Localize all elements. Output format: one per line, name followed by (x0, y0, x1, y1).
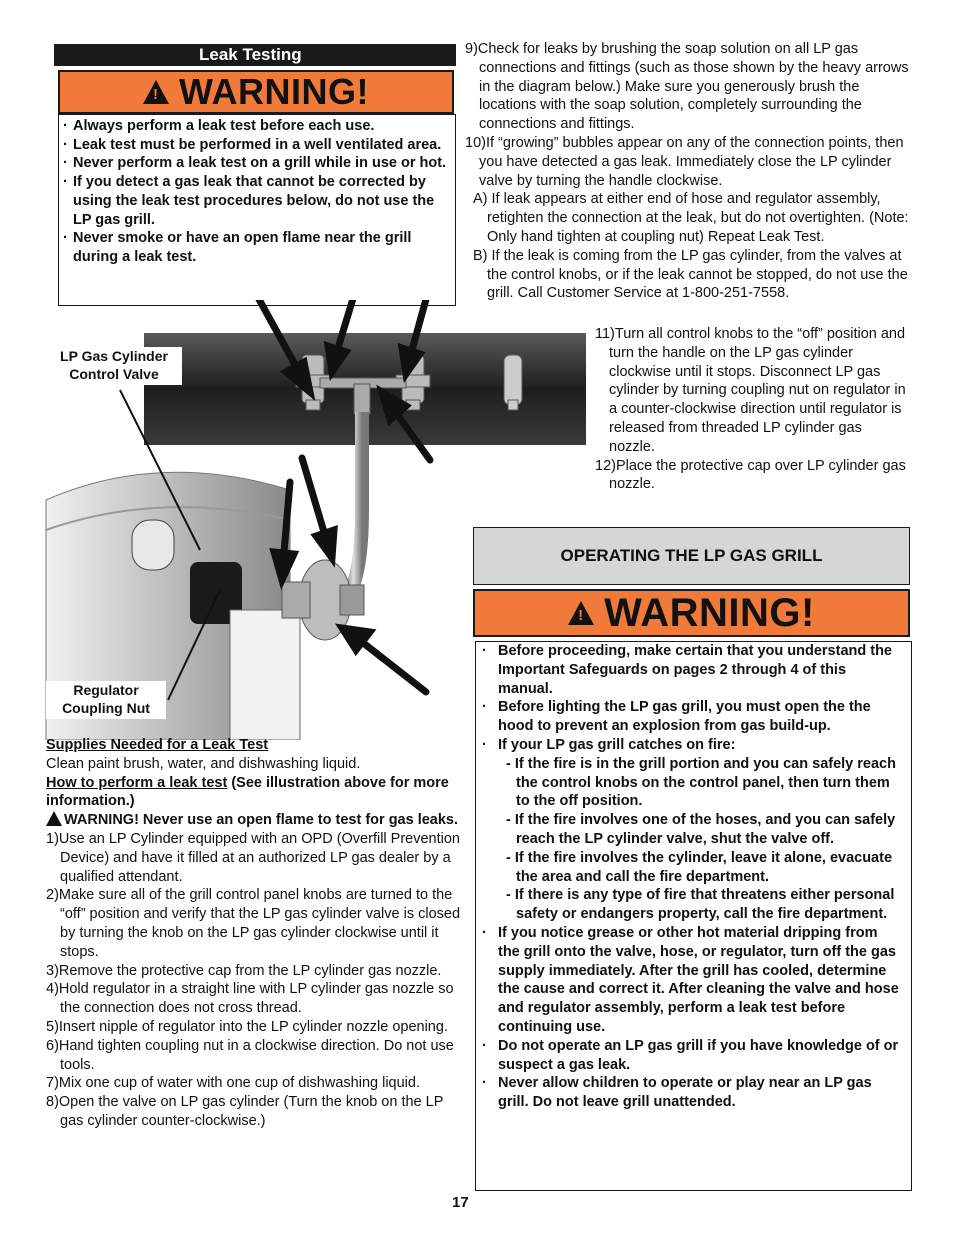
proc-step-6: 6)Hand tighten coupling nut in a clockwise direction. Do not use tools. (46, 1037, 454, 1073)
warning-title: WARNING! (179, 71, 369, 112)
howto-heading: How to perform a leak test (46, 774, 228, 791)
operating-item: · Before proceeding, make certain that you understand the Important Safeguards on pages 2 through 4 of this manual. (478, 642, 903, 698)
operating-fire-heading: · If your LP gas grill catches on fire: (498, 736, 736, 753)
leak-testing-title: Leak Testing (199, 45, 302, 64)
leak-warning-item: · If you detect a gas leak that cannot be corrected by using the leak test procedures below, do not use the LP gas grill. (61, 173, 447, 229)
step-9: 9)Check for leaks by brushing the soap solution on all LP gas connections and fittings (such as those shown by the heavy arrows in the diagram below.) Make sure you generously brush the locations with the soap solution, completely surrounding the connections and fittings. (465, 41, 909, 133)
supplies-heading: Supplies Needed for a Leak Test (46, 737, 269, 753)
leak-warning-list (61, 117, 447, 267)
proc-step-3: 3)Remove the protective cap from the LP cylinder gas nozzle. (46, 962, 442, 979)
operating-title: OPERATING THE LP GAS GRILL (560, 546, 823, 565)
step-a: A) If leak appears at either end of hose and regulator assembly, retighten the connection at the leak, but do not overtighten. (Note: Only hand tighten at coupling nut) Repeat Leak Test. (473, 191, 909, 245)
inline-warning: WARNING! Never use an open flame to test for gas leaks. (64, 812, 459, 829)
leak-warning-item: · Never perform a leak test on a grill while in use or hot. (61, 154, 447, 173)
warning-triangle-icon: ! (568, 601, 594, 625)
step-10: 10)If “growing” bubbles appear on any of the connection points, then you have detected a gas leak. Immediately close the LP cylinder valve by turning the handle clockwise. (465, 134, 904, 189)
supplies-text: Clean paint brush, water, and dishwashing liquid. (46, 755, 361, 772)
label-coupling-nut (46, 681, 166, 719)
proc-step-2: 2)Make sure all of the grill control panel knobs are turned to the “off” position and verify that the LP gas cylinder valve is closed by turning the knob on the LP gas cylinder clockwise until it stops. (46, 887, 461, 960)
proc-step-1: 1)Use an LP Cylinder equipped with an OPD (Overfill Prevention Device) and have it filled at an authorized LP gas dealer by a qualified attendant. (46, 830, 460, 885)
operating-item: · Do not operate an LP gas grill if you have knowledge of or suspect a gas leak. (478, 1037, 903, 1075)
label-valve-line1: LP Gas Cylinder (60, 348, 168, 364)
leak-warning-item: · Leak test must be performed in a well ventilated area. (61, 136, 447, 155)
warning-banner-leak (58, 70, 454, 114)
valve-third (504, 355, 522, 410)
step-b: B) If the leak is coming from the LP gas cylinder, from the valves at the control knobs, or if the leak cannot be stopped, do not use the grill. Call Customer Service at 1-800-251-7558. (473, 247, 908, 302)
fire-sub-1: - If the fire is in the grill portion and you can safely reach the control knobs on the control panel, then turn them to the off position. (506, 755, 896, 810)
warning-triangle-icon: ! (143, 80, 169, 104)
step-12: 12)Place the protective cap over LP cylinder gas nozzle. (595, 457, 906, 493)
operating-warning-box (475, 641, 912, 1191)
leak-warning-item: · Always perform a leak test before each use. (61, 117, 447, 136)
operating-list (478, 642, 903, 1112)
operating-item: · Never allow children to operate or play near an LP gas grill. Do not leave grill unattended. (478, 1074, 903, 1112)
label-control-valve (46, 347, 182, 385)
proc-step-8: 8)Open the valve on LP gas cylinder (Turn the knob on the LP gas cylinder counter-clockwise.) (46, 1094, 444, 1129)
howto-suffix: (See illustration above for more information.) (46, 774, 449, 810)
warning-banner-operating (473, 589, 910, 637)
label-valve-line2: Control Valve (69, 366, 159, 382)
label-reg-line2: Coupling Nut (62, 700, 150, 716)
fire-sub-2: - If the fire involves one of the hoses, and you can safely reach the LP cylinder valve, shut the valve off. (506, 812, 896, 847)
small-warning-icon (46, 811, 62, 826)
proc-step-5: 5)Insert nipple of regulator into the LP cylinder nozzle opening. (46, 1018, 448, 1035)
right-steps-lower (595, 325, 910, 494)
leak-warning-box (58, 114, 456, 306)
leak-warning-item: · Never smoke or have an open flame near the grill during a leak test. (61, 229, 447, 266)
label-reg-line1: Regulator (73, 682, 139, 698)
page-number: 17 (452, 1194, 469, 1211)
right-steps (465, 40, 910, 303)
fire-sub-3: - If the fire involves the cylinder, leave it alone, evacuate the area and call the fire department. (506, 849, 893, 885)
operating-item: · Before lighting the LP gas grill, you must open the the hood to prevent an explosion from gas build-up. (478, 698, 903, 736)
leak-testing-header (54, 44, 456, 66)
proc-step-4: 4)Hold regulator in a straight line with LP cylinder gas nozzle so the connection does not cross thread. (46, 981, 454, 1017)
step-11: 11)Turn all control knobs to the “off” position and turn the handle on the LP gas cylinder clockwise until it stops. Disconnect LP gas cylinder by turning coupling nut on regulator in a counter-clockwise direction until regulator is released from threaded LP cylinder gas nozzle. (595, 326, 906, 455)
operating-header (473, 527, 910, 585)
operating-item (478, 736, 903, 924)
proc-step-7: 7)Mix one cup of water with one cup of dishwashing liquid. (46, 1075, 420, 1092)
procedure-section (46, 736, 464, 1131)
operating-item: · If you notice grease or other hot material dripping from the grill onto the valve, hose, or regulator, turn off the gas supply immediately. After the grill has cooled, determine the cause and correct it. After cleaning the valve and hose and regulator assembly, perform a leak test before continuing use. (478, 924, 903, 1037)
fire-sub-4: - If there is any type of fire that threatens either personal safety or endangers property, call the fire department. (506, 887, 895, 923)
operating-warning-title: WARNING! (604, 590, 815, 635)
